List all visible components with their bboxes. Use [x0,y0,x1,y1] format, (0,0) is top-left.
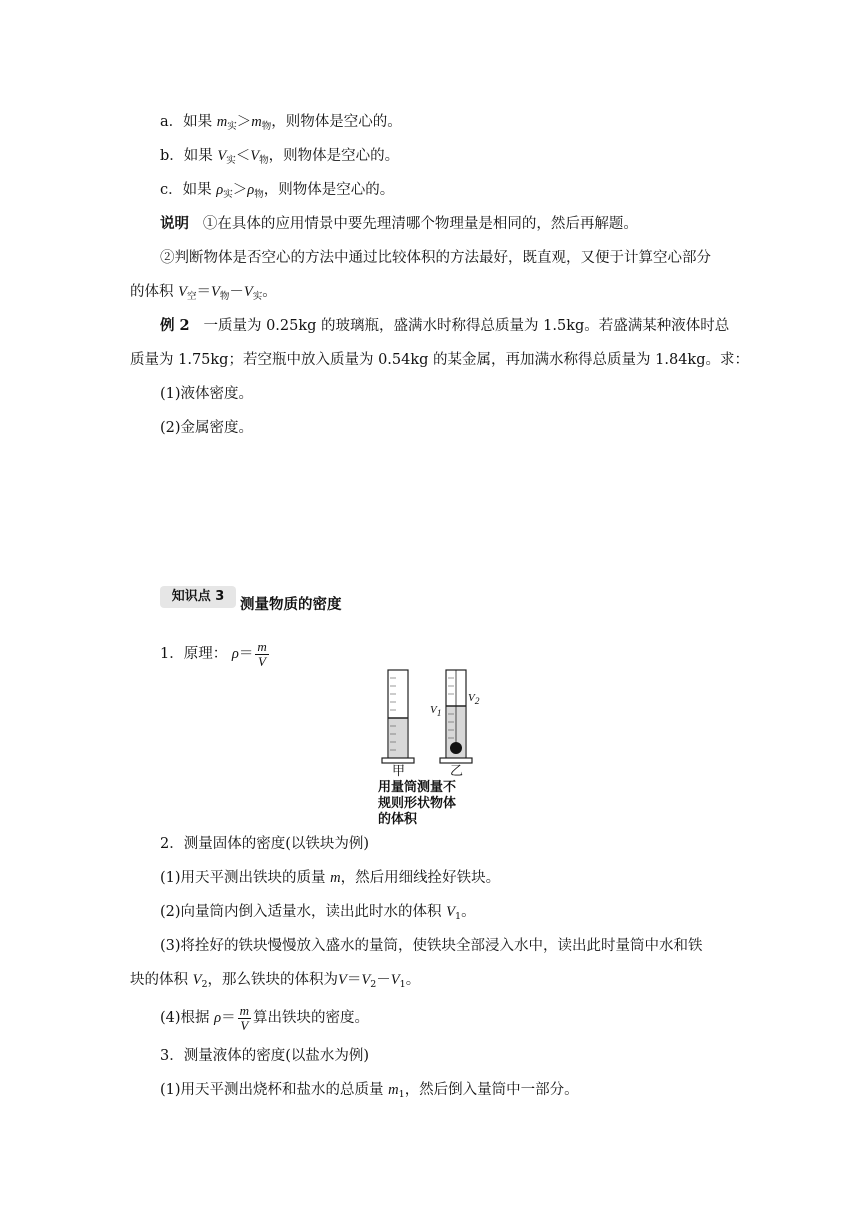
text: 的体积 [130,284,174,300]
operator: ＜ [235,148,251,164]
caption-line-1: 用量筒测量不 [378,780,457,795]
text: ②判断物体是否空心的方法中通过比较体积的方法最好，既直观，又便于计算空心部分 [160,250,711,266]
text: ，则物体是空心的。 [268,148,400,164]
symbol-rho: ρ [231,646,239,662]
subscript: 空 [186,291,197,302]
text: ，然后倒入量筒中一部分。 [404,1082,579,1098]
example-q1 [160,384,253,404]
text: ，然后用细线拴好铁块。 [340,870,501,886]
operator: ＝ [346,972,362,988]
symbol-v: V [243,284,253,300]
example-label: 例 2 [160,317,190,334]
condition-b [160,146,399,171]
note-label: 说明 [160,216,189,232]
denominator: V [258,653,266,669]
text: 。 [405,972,421,988]
liquid-step-1 [160,1080,579,1105]
text: 。 [262,284,277,300]
subscript: 物 [219,291,230,302]
text: 质量为 1.75kg；若空瓶中放入质量为 0.54kg 的某金属，再加满水称得总质量为 1.84kg。求： [130,352,749,368]
operator: ＞ [236,114,252,130]
symbol-v: V [210,284,220,300]
subscript: 1 [398,1089,405,1100]
solid-step-4 [160,1000,369,1036]
symbol-rho: ρ [247,182,255,198]
knowledge-badge: 知识点 3 [160,586,236,608]
operator: － [229,284,244,300]
text: 。 [461,904,476,920]
solid-step-1 [160,868,500,888]
cylinder-left [382,670,414,763]
subscript: 2 [201,979,208,990]
cylinder-figure [374,666,494,826]
symbol-v: V [217,148,227,164]
label-jia: 甲 [392,764,406,779]
numerator: m [239,1002,250,1018]
subscript: 1 [399,979,406,990]
symbol-rho: ρ [214,1010,222,1026]
subscript: 实 [227,121,237,132]
symbol-rho: ρ [216,182,224,198]
text: ①在具体的应用情景中要先理清哪个物理量是相同的，然后再解题。 [202,216,638,232]
note-line-3 [130,282,277,307]
text: 2．测量固体的密度(以铁块为例) [160,836,370,852]
symbol-v: V [192,972,202,988]
solid-step-3a [160,936,703,956]
note-line-1 [160,214,638,234]
example-line-1 [160,316,729,336]
fraction [238,1004,251,1033]
symbol-m: m [216,114,228,130]
symbol-m: m [330,870,341,886]
subscript: 实 [223,189,233,200]
solid-step-2 [160,902,476,927]
text: ，则物体是空心的。 [263,182,395,198]
subscript: 2 [474,697,480,707]
operator: ＝ [221,1010,236,1026]
subscript: 实 [252,291,263,302]
text: (4)根据 [160,1010,210,1026]
text: ，那么铁块的体积为 [207,972,339,988]
text: 算出铁块的密度。 [253,1010,370,1026]
note-line-2 [160,248,711,268]
text: a．如果 [160,114,213,130]
text: c．如果 [160,182,212,198]
symbol-v: V [178,284,187,300]
symbol-v: V [430,704,437,716]
text: 3．测量液体的密度(以盐水为例) [160,1048,370,1064]
symbol-v: V [338,972,347,988]
symbol-m: m [388,1082,399,1098]
operator: ＝ [238,646,254,662]
text: (1)用天平测出烧杯和盐水的总质量 [160,1082,384,1098]
text: b．如果 [160,148,213,164]
symbol-v: V [390,972,400,988]
subscript: 2 [370,979,377,990]
numerator: m [257,638,267,654]
knowledge-title: 测量物质的密度 [240,597,342,613]
condition-c [160,180,394,205]
subscript: 物 [259,155,269,166]
symbol-m: m [251,114,262,130]
v1-label [430,700,441,724]
solid-heading [160,834,369,854]
condition-a [160,112,402,137]
subscript: 实 [226,155,236,166]
text: 块的体积 [130,972,188,988]
operator: － [376,972,391,988]
subscript: 物 [261,121,272,132]
text: 一质量为 0.25kg 的玻璃瓶，盛满水时称得总质量为 1.5kg。若盛满某种液体时总 [203,318,730,334]
operator: ＞ [232,182,248,198]
solid-step-3b [130,970,420,995]
example-q2 [160,418,253,438]
principle-line [160,636,271,672]
text: (1)液体密度。 [160,386,254,402]
subscript: 1 [455,911,462,922]
subscript: 物 [254,189,264,200]
caption-line-2: 规则形状物体 [378,796,457,811]
v2-label [468,688,479,712]
text: (1)用天平测出铁块的质量 [160,870,326,886]
symbol-v: V [446,904,456,920]
fraction [255,640,268,669]
text: (2)金属密度。 [160,420,254,436]
denominator: V [240,1017,249,1033]
subscript: 1 [436,709,442,719]
caption-line-3: 的体积 [378,812,418,827]
text: 1．原理： [160,646,228,662]
symbol-v: V [468,692,475,704]
label-yi: 乙 [450,764,464,779]
example-line-2 [130,350,749,370]
liquid-heading [160,1046,369,1066]
text: (2)向量筒内倒入适量水，读出此时水的体积 [160,904,442,920]
text: ，则物体是空心的。 [271,114,402,130]
symbol-v: V [250,148,260,164]
iron-block [450,742,462,754]
text: (3)将拴好的铁块慢慢放入盛水的量筒，使铁块全部浸入水中，读出此时量筒中水和铁 [160,938,703,954]
operator: ＝ [196,284,211,300]
cylinder-right [440,670,472,763]
symbol-v: V [361,972,371,988]
